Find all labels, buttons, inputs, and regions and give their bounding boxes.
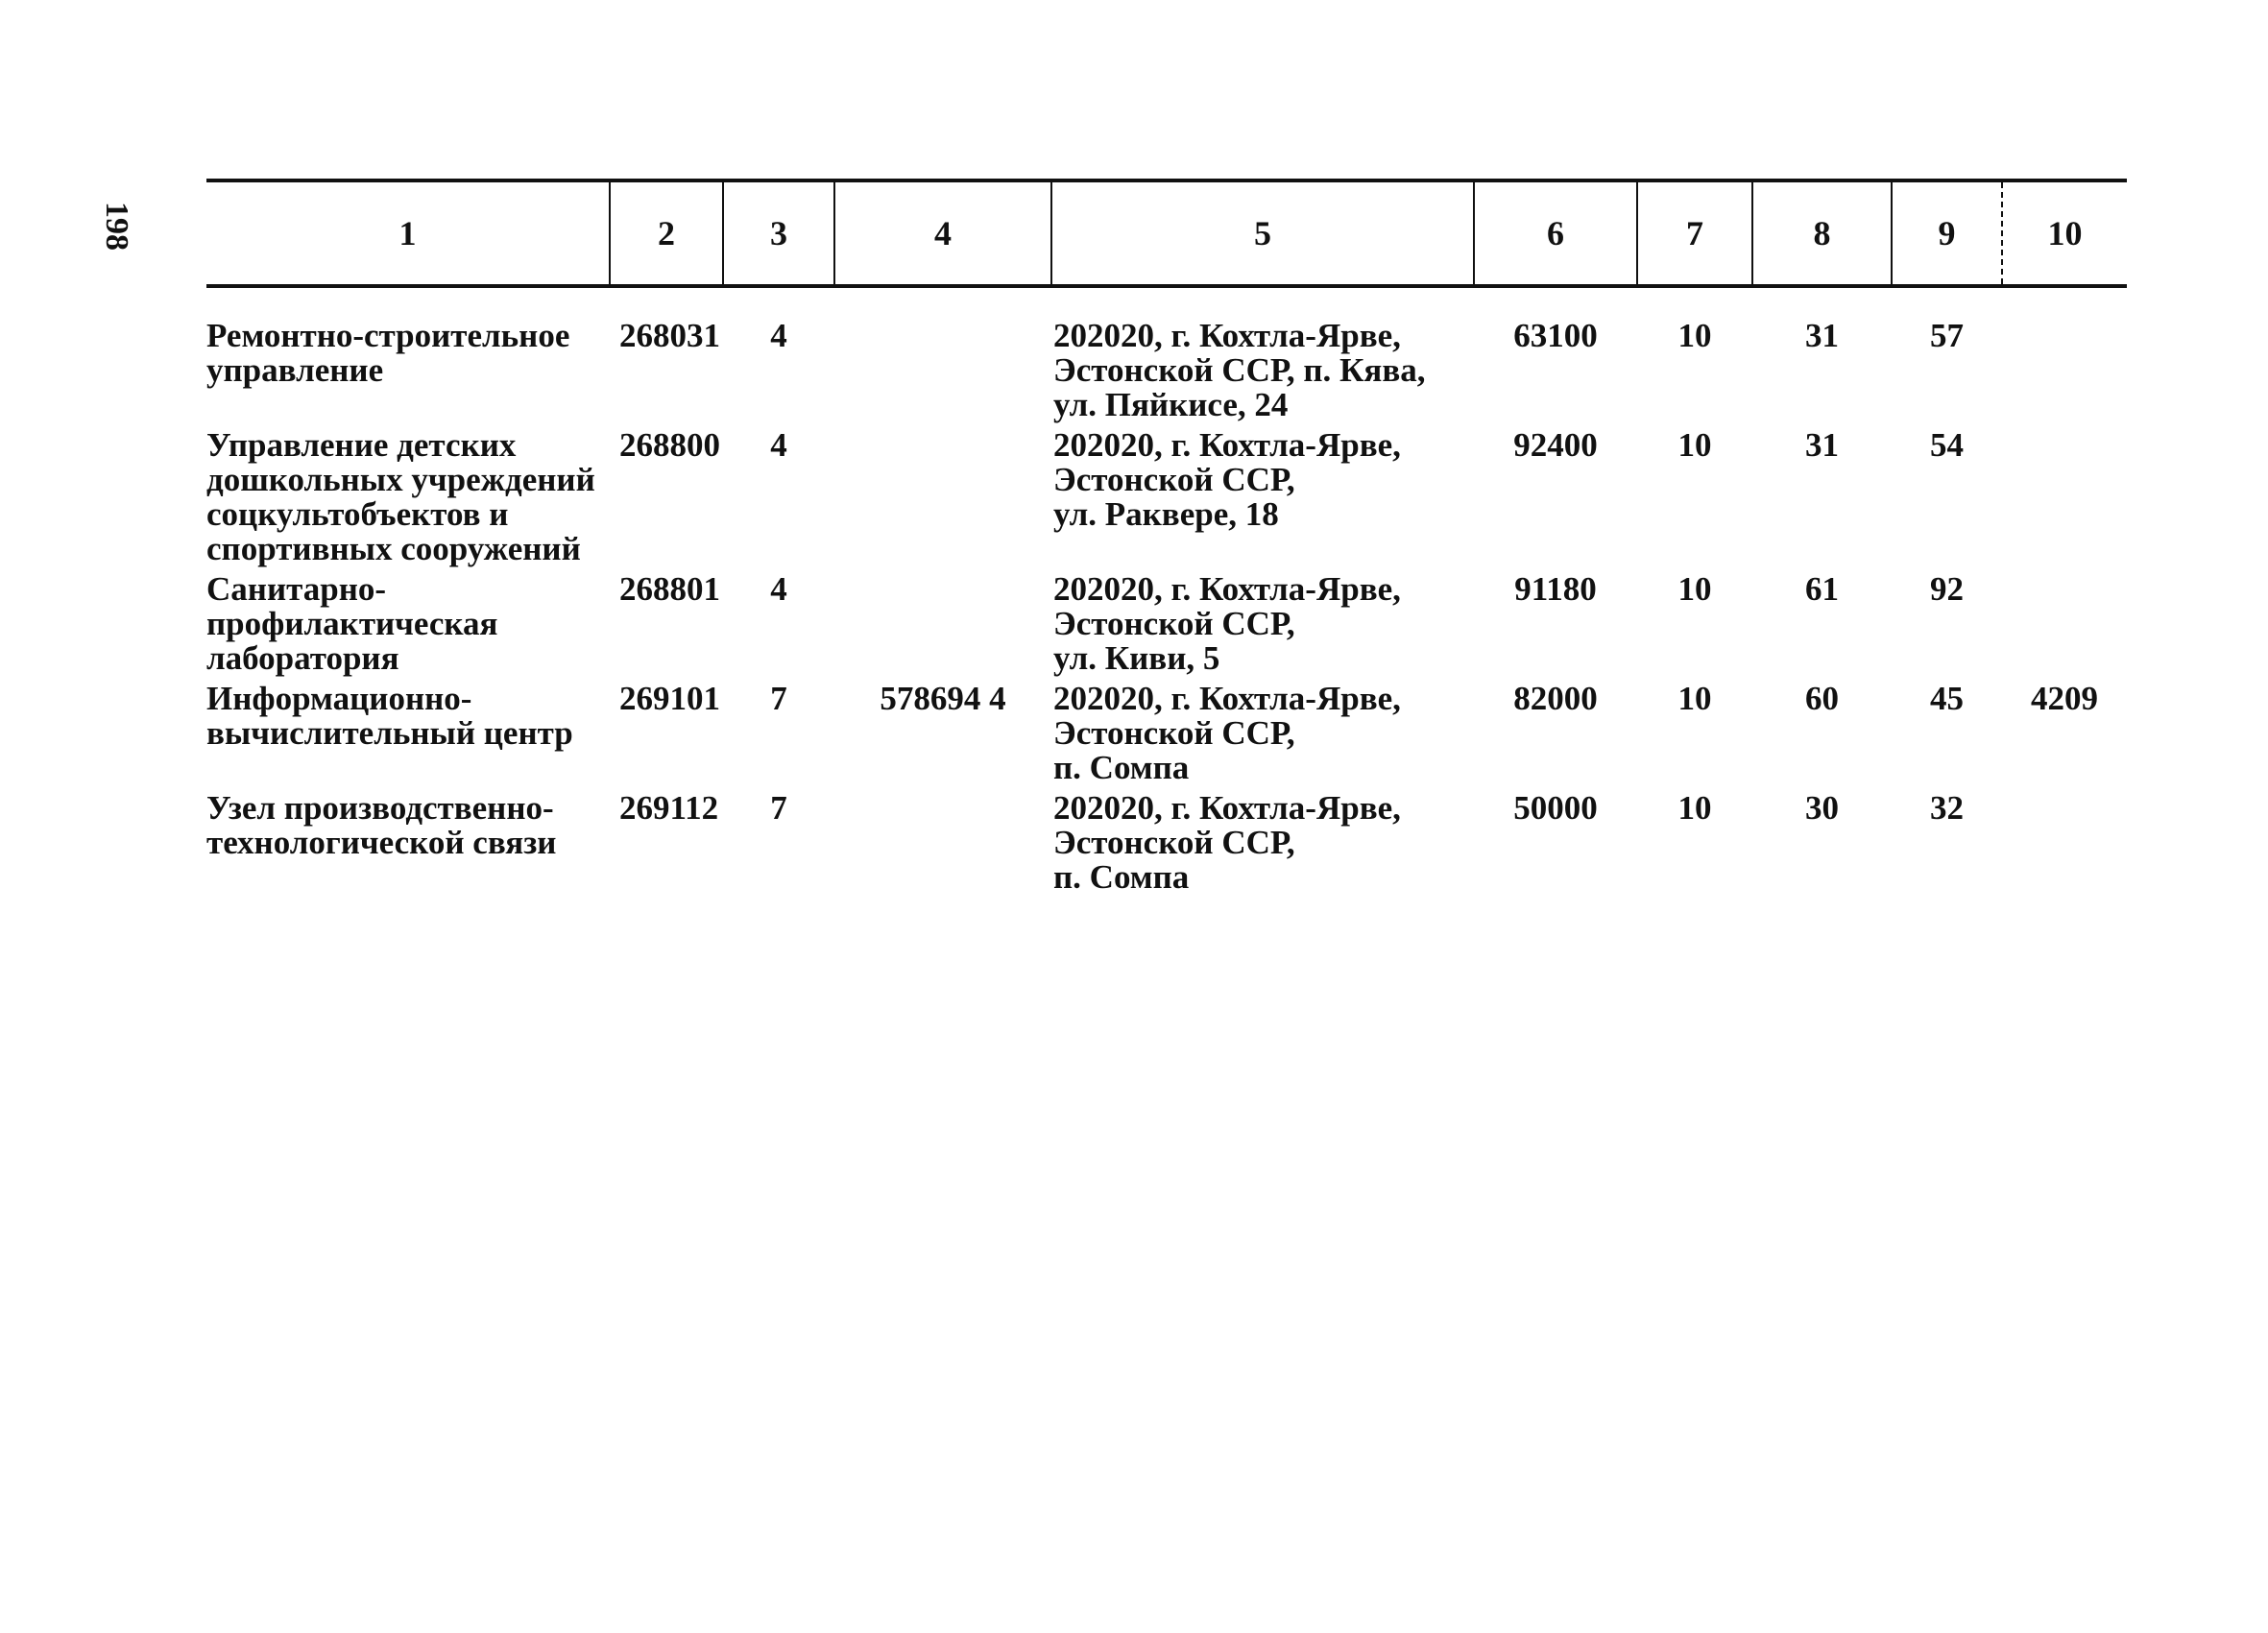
category-cell: 7	[770, 680, 787, 717]
column-4-cell	[834, 676, 1051, 785]
table-body	[206, 286, 2127, 895]
address-line: 202020, г. Кохтла-Ярве,	[1053, 789, 1401, 827]
column-10-cell	[2002, 785, 2127, 895]
page-number: 198	[99, 202, 134, 251]
code-cell: 268801	[619, 570, 720, 608]
table-row	[206, 566, 2127, 676]
category-cell: 4	[770, 426, 787, 464]
column-4-cell	[834, 785, 1051, 895]
table-row	[206, 286, 2127, 422]
address-line: Эстонской ССР,	[1053, 824, 1295, 861]
column-header: 8	[1752, 180, 1892, 286]
column-8-cell: 61	[1805, 570, 1839, 608]
column-4-subvalue: 4	[989, 680, 1006, 717]
column-header: 9	[1892, 180, 2002, 286]
column-9-cell: 45	[1930, 680, 1964, 717]
column-6-cell: 82000	[1513, 680, 1598, 717]
column-4-cell	[834, 422, 1051, 566]
organization-name: Узел производственно-технологической связи	[206, 789, 557, 861]
column-header: 1	[398, 214, 417, 252]
organization-name: Санитарно-профилактическая лаборатория	[206, 570, 498, 677]
column-6-cell: 91180	[1514, 570, 1597, 608]
column-6-cell: 92400	[1513, 426, 1598, 464]
column-header: 2	[610, 180, 723, 286]
column-8-cell: 60	[1805, 680, 1839, 717]
column-10-cell	[2002, 422, 2127, 566]
data-table-container	[206, 179, 2127, 895]
column-7-cell: 10	[1677, 680, 1712, 717]
address-line: Эстонской ССР,	[1053, 605, 1295, 642]
column-header: 4	[834, 180, 1051, 286]
column-9-cell: 57	[1930, 317, 1964, 354]
column-7-cell: 10	[1677, 426, 1712, 464]
table-row	[206, 785, 2127, 895]
table-row	[206, 676, 2127, 785]
column-8-cell: 30	[1805, 789, 1839, 827]
address-line: Эстонской ССР, п. Кява,	[1053, 351, 1426, 389]
address-line: п. Сомпа	[1053, 749, 1190, 786]
code-cell: 268031	[619, 317, 720, 354]
address-line: 202020, г. Кохтла-Ярве,	[1053, 426, 1401, 464]
column-10-cell	[2002, 566, 2127, 676]
code-cell: 268800	[619, 426, 720, 464]
column-8-cell: 31	[1805, 317, 1839, 354]
address-cell	[1051, 676, 1474, 785]
column-6-cell: 63100	[1513, 317, 1598, 354]
organization-name: Ремонтно-строительное управление	[206, 317, 570, 389]
column-header: 3	[723, 180, 834, 286]
address-line: ул. Раквере, 18	[1053, 495, 1279, 533]
column-7-cell: 10	[1677, 317, 1712, 354]
address-cell	[1051, 286, 1474, 422]
address-line: 202020, г. Кохтла-Ярве,	[1053, 680, 1401, 717]
table-row	[206, 422, 2127, 566]
address-line: 202020, г. Кохтла-Ярве,	[1053, 570, 1401, 608]
column-4-cell	[834, 566, 1051, 676]
address-cell	[1051, 422, 1474, 566]
address-line: п. Сомпа	[1053, 858, 1190, 896]
column-header: 10	[2002, 180, 2127, 286]
column-9-cell: 32	[1930, 789, 1964, 827]
column-7-cell: 10	[1677, 789, 1712, 827]
column-7-cell: 10	[1677, 570, 1712, 608]
column-9-cell: 92	[1930, 570, 1964, 608]
table-header-row	[206, 180, 2127, 286]
address-line: Эстонской ССР,	[1053, 714, 1295, 752]
organization-name: Информационно-вычислительный центр	[206, 680, 573, 752]
address-line: Эстонской ССР,	[1053, 461, 1295, 498]
category-cell: 4	[770, 570, 787, 608]
address-line: ул. Пяйкисе, 24	[1053, 386, 1289, 423]
column-4-cell	[834, 286, 1051, 422]
address-cell	[1051, 566, 1474, 676]
address-line: 202020, г. Кохтла-Ярве,	[1053, 317, 1401, 354]
category-cell: 4	[770, 317, 787, 354]
data-table	[206, 179, 2127, 895]
code-cell: 269101	[619, 680, 720, 717]
address-line: ул. Киви, 5	[1053, 639, 1220, 677]
column-6-cell: 50000	[1513, 789, 1598, 827]
column-4-value: 578694	[880, 680, 981, 717]
address-cell	[1051, 785, 1474, 895]
code-cell: 269112	[619, 789, 719, 827]
column-header: 7	[1637, 180, 1752, 286]
column-header: 5	[1051, 180, 1474, 286]
column-10-cell	[2002, 286, 2127, 422]
column-10-cell: 4209	[2031, 680, 2098, 717]
category-cell: 7	[770, 789, 787, 827]
column-8-cell: 31	[1805, 426, 1839, 464]
column-header: 6	[1474, 180, 1637, 286]
column-9-cell: 54	[1930, 426, 1964, 464]
organization-name: Управление детских дошкольных учреждений соцкультобъектов и спортивных сооружений	[206, 426, 595, 567]
